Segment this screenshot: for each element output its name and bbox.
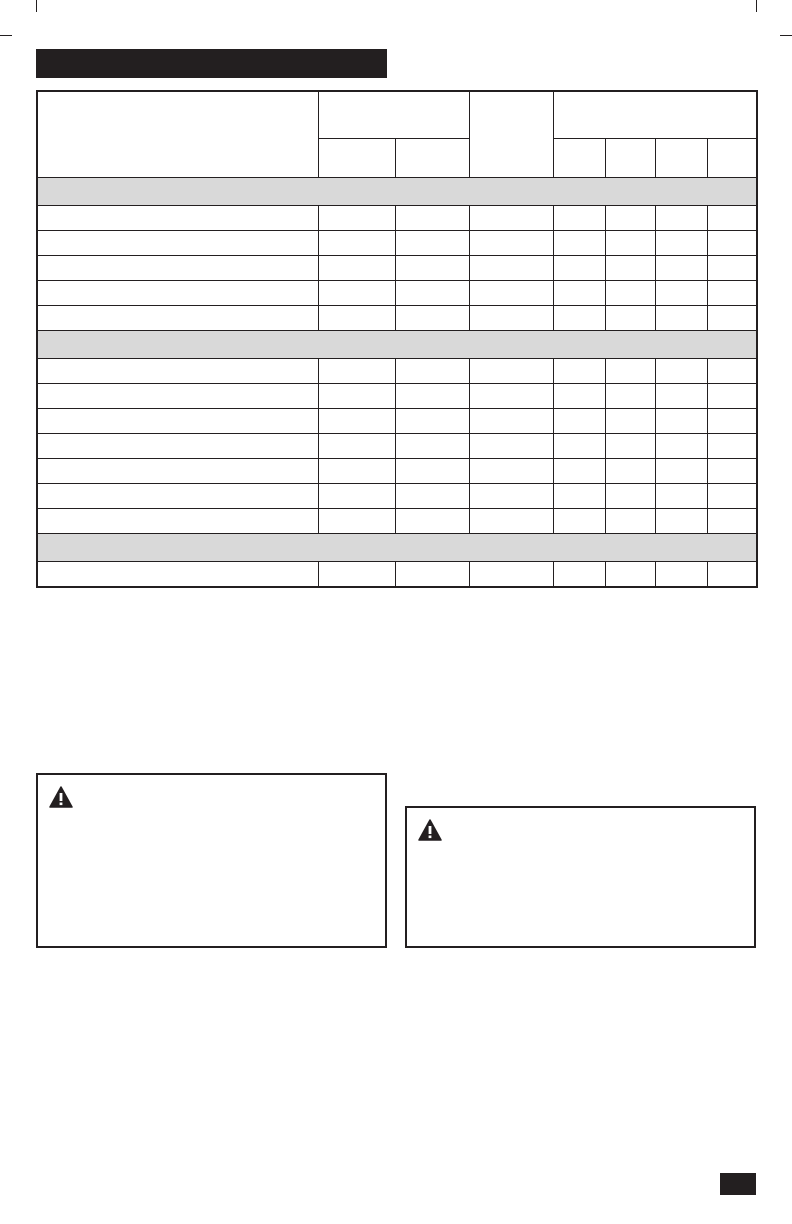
- item-label-cell: [37, 281, 318, 306]
- interval-cell: [318, 562, 395, 588]
- warning-triangle-icon: [418, 819, 442, 841]
- interval-cell: [395, 281, 469, 306]
- interval-cell: [707, 384, 757, 409]
- header-group-c-sub: [605, 139, 655, 178]
- table-header-row: [37, 91, 757, 139]
- interval-cell: [395, 384, 469, 409]
- interval-cell: [605, 256, 655, 281]
- interval-cell: [707, 509, 757, 534]
- crop-mark-top-right-h: [780, 35, 792, 36]
- interval-cell: [395, 459, 469, 484]
- interval-cell: [553, 459, 605, 484]
- interval-cell: [318, 384, 395, 409]
- interval-cell: [553, 281, 605, 306]
- interval-cell: [655, 409, 707, 434]
- interval-cell: [553, 384, 605, 409]
- interval-cell: [553, 256, 605, 281]
- crop-mark-top-left-h: [0, 35, 12, 36]
- interval-cell: [553, 231, 605, 256]
- interval-cell: [395, 484, 469, 509]
- item-label-cell: [37, 384, 318, 409]
- interval-cell: [605, 306, 655, 331]
- table-row: [37, 434, 757, 459]
- interval-cell: [469, 434, 553, 459]
- interval-cell: [605, 206, 655, 231]
- table-group-row: [37, 331, 757, 359]
- table-body: [37, 178, 757, 588]
- group-label: [37, 534, 757, 562]
- table-row: [37, 306, 757, 331]
- interval-cell: [469, 306, 553, 331]
- interval-cell: [469, 281, 553, 306]
- interval-cell: [707, 484, 757, 509]
- interval-cell: [707, 231, 757, 256]
- table-row: [37, 459, 757, 484]
- interval-cell: [707, 206, 757, 231]
- interval-cell: [655, 281, 707, 306]
- interval-cell: [553, 562, 605, 588]
- section-title-bar: [36, 49, 387, 78]
- interval-cell: [553, 484, 605, 509]
- interval-cell: [605, 281, 655, 306]
- item-label-cell: [37, 434, 318, 459]
- interval-cell: [707, 409, 757, 434]
- page-number-tab: [720, 1173, 756, 1195]
- table-row: [37, 206, 757, 231]
- interval-cell: [655, 384, 707, 409]
- interval-cell: [318, 459, 395, 484]
- interval-cell: [655, 434, 707, 459]
- interval-cell: [707, 281, 757, 306]
- interval-cell: [553, 359, 605, 384]
- warning-triangle-icon: [49, 786, 73, 808]
- interval-cell: [707, 434, 757, 459]
- interval-cell: [553, 409, 605, 434]
- table-row: [37, 384, 757, 409]
- interval-cell: [469, 359, 553, 384]
- interval-cell: [605, 409, 655, 434]
- header-item: [37, 91, 318, 178]
- interval-cell: [395, 409, 469, 434]
- interval-cell: [395, 306, 469, 331]
- interval-cell: [605, 484, 655, 509]
- interval-cell: [707, 256, 757, 281]
- item-label-cell: [37, 306, 318, 331]
- interval-cell: [318, 281, 395, 306]
- interval-cell: [605, 459, 655, 484]
- interval-cell: [605, 434, 655, 459]
- interval-cell: [655, 562, 707, 588]
- interval-cell: [605, 562, 655, 588]
- warning-box-left: [36, 773, 387, 948]
- warning-box-right: [405, 806, 756, 948]
- header-group-c-sub: [655, 139, 707, 178]
- interval-cell: [605, 231, 655, 256]
- interval-cell: [395, 359, 469, 384]
- header-group-b: [469, 91, 553, 178]
- interval-cell: [318, 359, 395, 384]
- interval-cell: [605, 384, 655, 409]
- interval-cell: [655, 306, 707, 331]
- header-group-a-sub: [318, 139, 395, 178]
- interval-cell: [318, 206, 395, 231]
- interval-cell: [707, 359, 757, 384]
- crop-mark-top-left-v: [36, 0, 37, 12]
- interval-cell: [469, 206, 553, 231]
- header-group-a-sub: [395, 139, 469, 178]
- item-label-cell: [37, 206, 318, 231]
- header-group-c: [553, 91, 757, 139]
- interval-cell: [655, 231, 707, 256]
- interval-cell: [469, 459, 553, 484]
- interval-cell: [469, 509, 553, 534]
- interval-cell: [605, 509, 655, 534]
- interval-cell: [655, 509, 707, 534]
- interval-cell: [469, 562, 553, 588]
- interval-cell: [469, 484, 553, 509]
- interval-cell: [395, 231, 469, 256]
- table-row: [37, 281, 757, 306]
- interval-cell: [707, 306, 757, 331]
- interval-cell: [318, 256, 395, 281]
- maintenance-schedule-table: [36, 90, 758, 588]
- interval-cell: [395, 206, 469, 231]
- interval-cell: [318, 409, 395, 434]
- header-group-c-sub: [553, 139, 605, 178]
- interval-cell: [553, 509, 605, 534]
- header-group-a: [318, 91, 469, 139]
- item-label-cell: [37, 484, 318, 509]
- group-label: [37, 331, 757, 359]
- interval-cell: [655, 206, 707, 231]
- interval-cell: [553, 206, 605, 231]
- table-row: [37, 409, 757, 434]
- table-group-row: [37, 178, 757, 206]
- table-group-row: [37, 534, 757, 562]
- group-label: [37, 178, 757, 206]
- item-label-cell: [37, 231, 318, 256]
- interval-cell: [655, 459, 707, 484]
- interval-cell: [318, 509, 395, 534]
- interval-cell: [655, 256, 707, 281]
- interval-cell: [395, 434, 469, 459]
- interval-cell: [318, 484, 395, 509]
- item-label-cell: [37, 409, 318, 434]
- table-row: [37, 509, 757, 534]
- item-label-cell: [37, 562, 318, 588]
- interval-cell: [395, 509, 469, 534]
- table-row: [37, 484, 757, 509]
- interval-cell: [469, 384, 553, 409]
- interval-cell: [707, 459, 757, 484]
- crop-mark-top-right-v: [756, 0, 757, 12]
- table-row: [37, 256, 757, 281]
- interval-cell: [469, 409, 553, 434]
- header-group-c-sub: [707, 139, 757, 178]
- item-label-cell: [37, 359, 318, 384]
- interval-cell: [469, 231, 553, 256]
- table-row: [37, 359, 757, 384]
- interval-cell: [469, 256, 553, 281]
- interval-cell: [395, 562, 469, 588]
- item-label-cell: [37, 459, 318, 484]
- interval-cell: [553, 306, 605, 331]
- interval-cell: [655, 484, 707, 509]
- interval-cell: [318, 306, 395, 331]
- table-row: [37, 562, 757, 588]
- interval-cell: [707, 562, 757, 588]
- table-row: [37, 231, 757, 256]
- interval-cell: [553, 434, 605, 459]
- interval-cell: [395, 256, 469, 281]
- item-label-cell: [37, 509, 318, 534]
- interval-cell: [655, 359, 707, 384]
- interval-cell: [318, 231, 395, 256]
- interval-cell: [318, 434, 395, 459]
- interval-cell: [605, 359, 655, 384]
- item-label-cell: [37, 256, 318, 281]
